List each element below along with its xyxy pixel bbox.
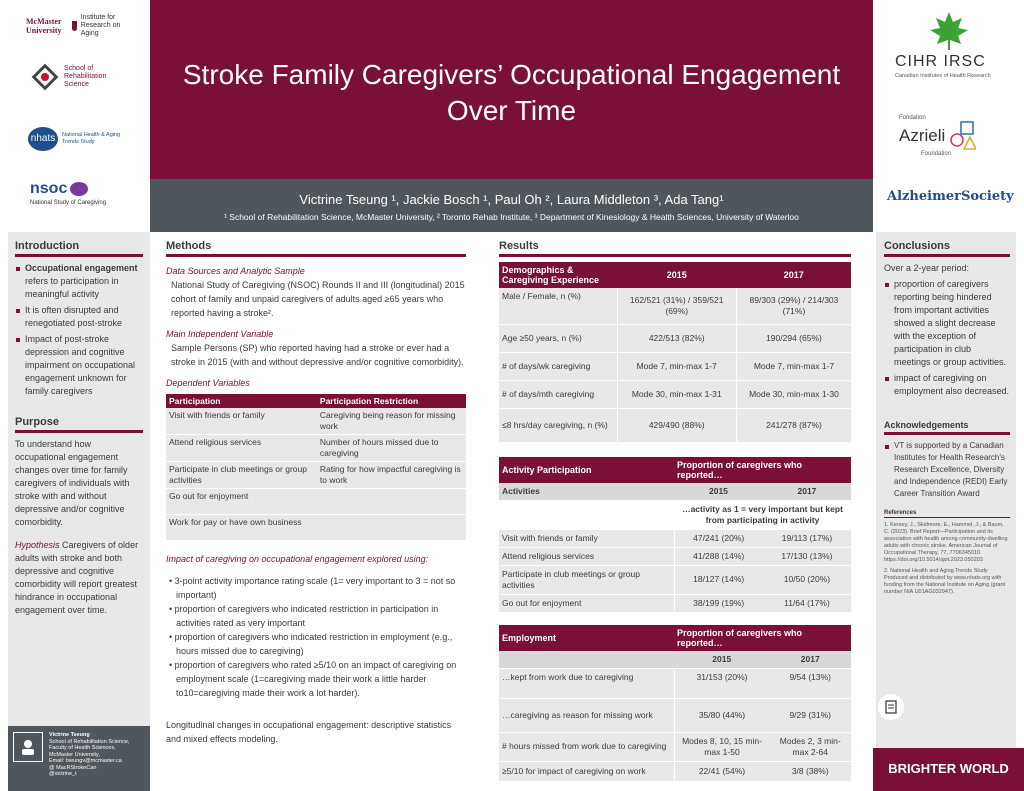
document-icon xyxy=(878,694,904,720)
rehab-diamond-icon xyxy=(30,62,60,92)
brighter-world-footer: BRIGHTER WORLD xyxy=(873,748,1024,791)
title-banner xyxy=(150,0,873,179)
conclusions-list xyxy=(884,278,1010,398)
mcmaster-logo: McMaster University Institute for Research on Aging xyxy=(26,14,121,37)
longitudinal-text: Longitudinal changes in occupational engagement: descriptive statistics and mixed effects modeling. xyxy=(166,720,452,744)
table-row: Visit with friends or family 47/241 (20%) 19/113 (17%) xyxy=(499,529,851,547)
right-column: Conclusions Over a 2-year period: proportion of caregivers reporting being hindered from important activities showed a slight decrease with the exception of participation in club meetings or group activities. impact of caregiving on employment also decreased. Acknowledgements VT is supported by a Canadian Institutes for Health Research's Research Excellence, Diversity and Independence (REDI) Early Career Transition Award References 1. Kersey, J., Skidmore, E., Hammel, J., & Baum, C. (2023). Brief Report—Participation and its association with health among community-dwelling adults with chronic stroke. American Journal of Occupational Therapy, 77, 7706345010. https://doi.org/10.5014/ajot.2023.050203 2. National Health and Aging Trends Study Produced and distributed by www.nhats.org with funding from the National Institute on Aging (grant number NIA U01AG032947). xyxy=(876,232,1016,791)
table-row: Attend religious services 41/288 (14%) 17/130 (13%) xyxy=(499,547,851,565)
right-logo-panel: CIHR IRSC Canadian Institutes of Health Research Fondation Azrieli Foundation AlzheimerSociety xyxy=(873,0,1024,232)
table-row: Visit with friends or family Caregiving being reason for missing work xyxy=(166,408,466,435)
introduction-list xyxy=(15,262,143,398)
table-row: ≤8 hrs/day caregiving, n (%) 429/490 (88%) 241/278 (87%) xyxy=(499,408,851,442)
conclusions-heading: Conclusions xyxy=(884,240,1010,257)
list-item: VT is supported by a Canadian Institutes for Health Research's Research Excellence, Diversity and Independence (REDI) Early Career Transition Award xyxy=(884,440,1010,500)
nsoc-logo: nsoc National Study of Caregiving xyxy=(30,180,107,206)
contact-card: Victrine Tseung School of Rehabilitation Science, Faculty of Health Sciences, McMaster University, Email: tseungv@mcmaster.ca @ MacRStrokeCan @victrine_t xyxy=(8,726,150,791)
table-row: ≥5/10 for impact of caregiving on work 22/41 (54%) 3/8 (38%) xyxy=(499,761,851,781)
left-column xyxy=(8,232,150,791)
azrieli-shapes-icon xyxy=(948,121,976,151)
table-row: …kept from work due to caregiving 31/153 (20%) 9/54 (13%) xyxy=(499,668,851,698)
employment-table: Employment Proportion of caregivers who reported… 2015 2017 …kept from work due to caregiving 31/153 (20%) 9/54 (13%) …caregiving as reason for missing work 35/80 (44%) 9/29 (31%) # hours missed from work due to caregiving Modes 8, 10, 15 min-max 1-50 Modes 2, 3 min-max 2-64 ≥5/10 for impact of caregiving on work 22/41 (54%) 3/8 (38%) xyxy=(499,625,851,782)
table-row: Attend religious services Number of hours missed due to caregiving xyxy=(166,435,466,462)
demographics-table: Demographics & Caregiving Experience 2015 2017 Male / Female, n (%) 162/521 (31%) / 359/521 (69%) 89/303 (29%) / 214/303 (71%) Age ≥50 years, n (%) 422/513 (82%) 190/294 (65%) # of days/wk caregiving Mode 7, min-max 1-7 Mode 7, min-max 1-7 # of days/mth caregiving Mode 30, min-max 1-31 Mode 30, min-max 1-30 ≤8 hrs/day caregiving, n (%) 429/490 (88%) 241/278 (87%) xyxy=(499,262,851,443)
contact-icon xyxy=(13,732,43,762)
purpose-text: To understand how occupational engagement changes over time for family caregivers of individuals with stroke with and without depressive and/or cognitive comorbidity. xyxy=(15,439,130,527)
list-item: • proportion of caregivers who indicated restriction in participation in activities rated as very important xyxy=(169,604,439,628)
shield-icon xyxy=(72,21,77,31)
cihr-logo: CIHR IRSC xyxy=(895,53,986,70)
cihr-leaf-icon xyxy=(928,10,970,55)
list-item: impact of caregiving on employment also decreased. xyxy=(884,372,1010,398)
hypothesis-text: Hypothesis Caregivers of older adults with stroke and both depressive and cognitive comorbidity will report greatest hindrance in occupational engagement over time. xyxy=(15,540,139,615)
table-row: Male / Female, n (%) 162/521 (31%) / 359/521 (69%) 89/303 (29%) / 214/303 (71%) xyxy=(499,288,851,324)
results-heading: Results xyxy=(499,240,851,257)
table-row: Go out for enjoyment 38/199 (19%) 11/64 (17%) xyxy=(499,594,851,612)
azrieli-logo: Fondation Azrieli Foundation xyxy=(899,115,1009,157)
rehab-logo: School of Rehabilitation Science xyxy=(30,62,124,92)
table-row: # of days/wk caregiving Mode 7, min-max 1-7 Mode 7, min-max 1-7 xyxy=(499,352,851,380)
list-item: • proportion of caregivers who rated ≥5/10 on an impact of caregiving on employment scale (1=caregiving made their work a little harder to10=caregiving made their work a lot harder). xyxy=(169,660,457,698)
purpose-heading: Purpose xyxy=(15,416,143,433)
table-row: Work for pay or have own business xyxy=(166,515,466,541)
nhats-logo: nhats National Health & Aging Trends Study xyxy=(28,127,122,151)
list-item: proportion of caregivers reporting being hindered from important activities showed a slight decrease with the exception of participation in club meetings or group activities. xyxy=(884,278,1010,369)
poster-title: Stroke Family Caregivers’ Occupational Engagement Over Time xyxy=(182,59,841,126)
references-heading: References xyxy=(884,510,1010,518)
table-row: # hours missed from work due to caregiving Modes 8, 10, 15 min-max 1-50 Modes 2, 3 min-max 2-64 xyxy=(499,732,851,761)
list-item: It is often disrupted and renegotiated post-stroke xyxy=(15,304,143,330)
table-row: Participate in club meetings or group activities Rating for how impactful caregiving is to work xyxy=(166,462,466,489)
list-item: Occupational engagement refers to participation in meaningful activity xyxy=(15,262,143,301)
methods-heading: Methods xyxy=(166,240,466,257)
activity-table: Activity Participation Proportion of caregivers who reported… Activities 2015 2017 …activity as 1 = very important but kept from participating in activity Visit with friends or family 47/241 (20%) 19/113 (17%) Attend religious services 41/288 (14%) 17/130 (13%) Participate in club meetings or group activities 18/127 (14%) 10/50 (20%) Go out for enjoyment 38/199 (19%) 11/64 (17%) xyxy=(499,457,851,613)
people-icon xyxy=(70,182,88,196)
table-row: Age ≥50 years, n (%) 422/513 (82%) 190/294 (65%) xyxy=(499,324,851,352)
list-item: • proportion of caregivers who indicated restriction in employment (e.g., hours missed due to caregiving) xyxy=(169,632,453,656)
table-row: # of days/mth caregiving Mode 30, min-max 1-31 Mode 30, min-max 1-30 xyxy=(499,380,851,408)
list-item: • 3-point activity importance rating scale (1= very important to 3 = not so important) xyxy=(169,576,456,600)
affiliations: ¹ School of Rehabilitation Science, McMaster University, ² Toronto Rehab Institute, ³ Department of Kinesiology & Health Sciences, University of Waterloo xyxy=(224,212,799,222)
alzheimer-society-logo: AlzheimerSociety xyxy=(887,189,1014,204)
list-item: Impact of post-stroke depression and cognitive impairment on occupational engagement unknown for family caregivers xyxy=(15,333,143,398)
dependent-variables-table: Participation Participation Restriction Visit with friends or family Caregiving being reason for missing work Attend religious services Number of hours missed due to caregiving Participate in club meetings or group activities Rating for how impactful caregiving is to work Go out for enjoyment Work for pay or have own business xyxy=(166,394,466,541)
results-section xyxy=(499,240,851,782)
author-bar xyxy=(150,179,873,232)
acknowledgements-list xyxy=(884,440,1010,500)
author-list: Victrine Tseung ¹, Jackie Bosch ¹, Paul Oh ², Laura Middleton ³, Ada Tang¹ xyxy=(299,192,724,207)
impact-list xyxy=(166,574,466,700)
table-row: Go out for enjoyment xyxy=(166,489,466,515)
methods-section: Methods Data Sources and Analytic Sample National Study of Caregiving (NSOC) Rounds II and III (longitudinal) 2015 cohort of family and unpaid caregivers of adults aged ≥65 years who reported having a stroke². Main Independent Variable Sample Persons (SP) who reported having had a stroke or ever had a stroke in 2015 (with and without depressive and/or cognitive comorbidity). Dependent Variables Participation Participation Restriction Visit with friends or family Caregiving being reason for missing work Attend religious services Number of hours missed due to caregiving Participate in club meetings or group activities Rating for how impactful caregiving is to work Go out for enjoyment Work for pay or have own business Impact of caregiving on occupational engagement explored using: • 3-point activity importance rating scale (1= very important to 3 = not so important) • proportion of caregivers who indicated restriction in participation in activities rated as very important • proportion of caregivers who indicated restriction in employment (e.g., hours missed due to caregiving) • proportion of caregivers who rated ≥5/10 on an impact of caregiving on employment scale (1=caregiving made their work a little harder to10=caregiving made their work a lot harder). Longitudinal changes in occupational engagement: descriptive statistics and mixed effects modeling. xyxy=(166,240,465,744)
left-logo-panel xyxy=(0,0,150,232)
table-row: Participate in club meetings or group activities 18/127 (14%) 10/50 (20%) xyxy=(499,565,851,594)
acknowledgements-heading: Acknowledgements xyxy=(884,420,1010,435)
introduction-heading: Introduction xyxy=(15,240,143,257)
table-row: …caregiving as reason for missing work 35/80 (44%) 9/29 (31%) xyxy=(499,698,851,732)
